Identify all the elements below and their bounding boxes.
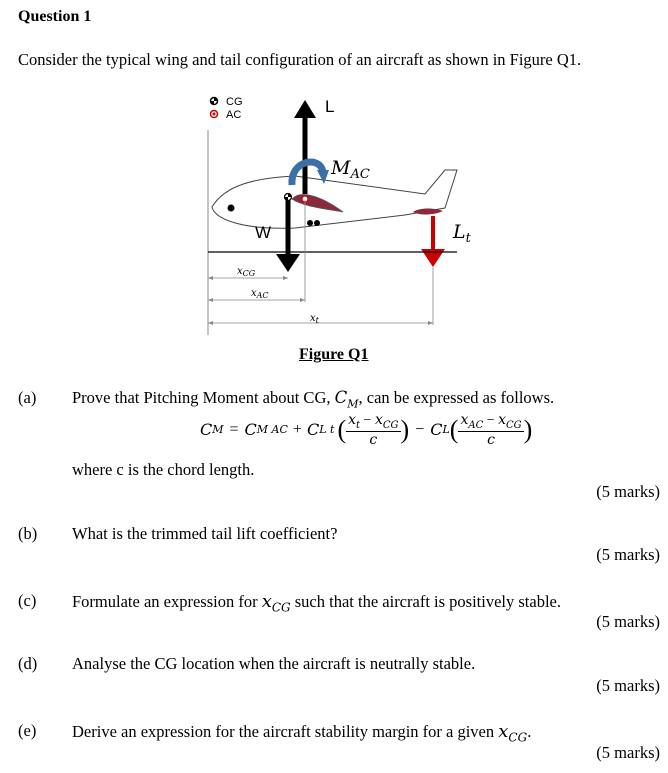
xac-label: $x_{AC}$: [251, 288, 269, 300]
lift-arrow-icon: [294, 100, 316, 118]
question-c-text: Formulate an expression for $x_{CG}$ such that the aircraft is positively stable.: [72, 591, 561, 615]
question-a-followup: where c is the chord length.: [72, 460, 255, 479]
intro-text: Consider the typical wing and tail configuration of an aircraft as shown in Figure Q1.: [18, 50, 582, 69]
xt-label: $x_t$: [310, 313, 319, 325]
question-a-label: (a): [18, 388, 37, 407]
question-e-text: Derive an expression for the aircraft stability margin for a given $x_{CG}$.: [72, 721, 532, 745]
wing: [292, 195, 343, 212]
question-b-marks: (5 marks): [596, 545, 660, 564]
question-c-label: (c): [18, 591, 37, 610]
question-b-text: What is the trimmed tail lift coefficient?: [72, 524, 338, 543]
question-a-marks: (5 marks): [596, 482, 660, 501]
legend: [211, 96, 243, 121]
question-d-label: (d): [18, 654, 38, 673]
figure-q1: [195, 90, 495, 340]
equation-cm: C M = C M AC + C L t ( $x_t - x_{CG}$ c ) − C L ( $x_{AC} - x_{CG}$ c ): [200, 412, 533, 448]
question-c-marks: (5 marks): [596, 612, 660, 631]
question-heading: Question 1: [18, 8, 92, 25]
weight-arrow-icon: [276, 254, 300, 272]
question-a-text: Prove that Pitching Moment about CG, $C_M$, can be expressed as follows.: [72, 388, 555, 411]
legend-ac: AC: [226, 109, 242, 121]
question-d-text: Analyse the CG location when the aircraft is neutrally stable.: [72, 654, 476, 673]
question-e-label: (e): [18, 721, 37, 740]
weight-label: W: [255, 223, 272, 242]
legend-cg: CG: [226, 96, 243, 108]
xcg-label: $x_{CG}$: [237, 266, 256, 278]
figure-caption: Figure Q1: [299, 346, 369, 363]
moment-label: $M_{AC}$: [331, 157, 370, 182]
tail-lift-label: $L_t$: [453, 221, 471, 246]
question-d-marks: (5 marks): [596, 676, 660, 695]
lift-label: L: [325, 97, 335, 116]
question-b-label: (b): [18, 524, 38, 543]
question-e-marks: (5 marks): [596, 743, 660, 762]
